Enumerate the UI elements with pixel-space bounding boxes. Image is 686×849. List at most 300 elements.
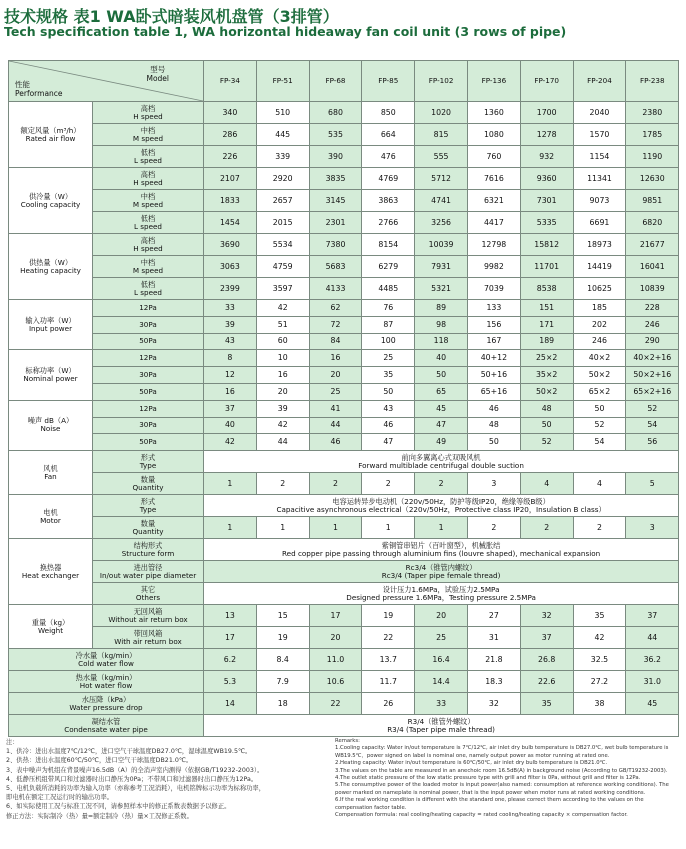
value-cell: 1833 xyxy=(204,190,257,212)
value-cell: 46 xyxy=(309,434,362,451)
value-cell: 10 xyxy=(256,350,309,367)
value-cell: 476 xyxy=(362,146,415,168)
value-cell: 7301 xyxy=(520,190,573,212)
value-cell: 45 xyxy=(626,693,679,715)
motor-type-label-text: 形式 xyxy=(140,496,156,506)
value-cell: 40 xyxy=(204,417,257,434)
rated-air-flow-label-text: 额定风量（m³/h） xyxy=(20,125,81,135)
model-label xyxy=(146,65,169,83)
pressure-label: 12Pa xyxy=(93,350,204,367)
value-cell: 5321 xyxy=(415,278,468,300)
pressure-label: 30Pa xyxy=(93,316,204,333)
speed-label xyxy=(93,278,204,300)
value-cell: 65+16 xyxy=(467,383,520,400)
value-cell: 35 xyxy=(362,367,415,384)
value-cell: 50 xyxy=(415,367,468,384)
value-cell: 13 xyxy=(204,605,257,627)
value-cell: 8 xyxy=(204,350,257,367)
header-row xyxy=(9,61,679,102)
value-cell: 35 xyxy=(520,693,573,715)
value-cell: 37 xyxy=(626,605,679,627)
value-cell: 22 xyxy=(309,693,362,715)
value-cell: 10039 xyxy=(415,234,468,256)
value-cell: 26.8 xyxy=(520,649,573,671)
value-cell: 2 xyxy=(256,473,309,495)
value-cell: 27.2 xyxy=(573,671,626,693)
value-cell: 20 xyxy=(256,383,309,400)
note-line: Remarks: xyxy=(335,738,360,744)
value-cell: 10839 xyxy=(626,278,679,300)
value-cell: 31 xyxy=(467,627,520,649)
value-cell: 156 xyxy=(467,316,520,333)
value-cell: 246 xyxy=(626,316,679,333)
value-cell: 12798 xyxy=(467,234,520,256)
value-cell: 18.3 xyxy=(467,671,520,693)
nominal-power-label-text: 标称功率（W） xyxy=(25,366,76,376)
value-cell: 32.5 xyxy=(573,649,626,671)
value-cell: 22 xyxy=(362,627,415,649)
weight-type-label-text: 无回风箱 xyxy=(133,606,163,616)
cold-water-label-text: Cold water flow xyxy=(78,658,134,668)
weight-type-label-text: With air return box xyxy=(114,636,182,646)
header-corner xyxy=(9,61,204,102)
note-line: 4、低静压机组带风口和过滤器时出口静压为0Pa；不带风口和过滤器时出口静压为12Pa。 xyxy=(6,775,258,783)
fan-label-text: Fan xyxy=(44,471,57,481)
model-header: FP-85 xyxy=(362,61,415,102)
condensate-label-text: Condensate water pipe xyxy=(64,724,148,734)
cold-water-row xyxy=(9,649,679,671)
model-header: FP-102 xyxy=(415,61,468,102)
note-line: 注： xyxy=(6,739,19,746)
weight-row xyxy=(9,627,679,649)
value-cell: 7039 xyxy=(467,278,520,300)
value-cell: 1 xyxy=(362,517,415,539)
value-cell: 7.9 xyxy=(256,671,309,693)
value-cell: 50×2 xyxy=(520,383,573,400)
structure-label xyxy=(93,539,204,561)
input-power-label xyxy=(9,300,93,350)
value-cell: 89 xyxy=(415,300,468,317)
value-cell: 1 xyxy=(204,473,257,495)
value-cell: 35×2 xyxy=(520,367,573,384)
pressure-label: 30Pa xyxy=(93,417,204,434)
value-cell: 50 xyxy=(573,400,626,417)
value-cell: 5683 xyxy=(309,256,362,278)
speed-label xyxy=(93,256,204,278)
value-cell: 535 xyxy=(309,124,362,146)
motor-qty-label xyxy=(93,517,204,539)
speed-label-text: H speed xyxy=(133,177,163,187)
fan-label xyxy=(9,451,93,495)
speed-label xyxy=(93,190,204,212)
pressure-label: 12Pa xyxy=(93,400,204,417)
value-cell: 340 xyxy=(204,102,257,124)
structure-value xyxy=(204,539,679,561)
speed-label-text: M speed xyxy=(132,199,164,209)
value-cell: 4769 xyxy=(362,168,415,190)
value-cell: 390 xyxy=(309,146,362,168)
heating-capacity-label xyxy=(9,234,93,300)
pressure-drop-label xyxy=(9,693,204,715)
pipe-diameter-row xyxy=(9,561,679,583)
pressure-label: 30Pa xyxy=(93,367,204,384)
value-cell: 42 xyxy=(256,417,309,434)
value-cell: 286 xyxy=(204,124,257,146)
motor-type-value xyxy=(204,495,679,517)
condensate-label-text: 凝结水管 xyxy=(91,716,121,726)
value-cell: 36.2 xyxy=(626,649,679,671)
value-cell: 4741 xyxy=(415,190,468,212)
rated-air-flow-label-text: Rated air flow xyxy=(25,133,76,143)
value-cell: 15812 xyxy=(520,234,573,256)
value-cell: 1 xyxy=(256,517,309,539)
value-cell: 12 xyxy=(204,367,257,384)
value-cell: 15 xyxy=(256,605,309,627)
value-cell: 5712 xyxy=(415,168,468,190)
value-cell: 16041 xyxy=(626,256,679,278)
fan-type-row xyxy=(9,451,679,473)
value-cell: 50×2+16 xyxy=(626,367,679,384)
note-line: 5.The consumptive power of the loaded motor is input power(also named: consumption at reference working conditions). The power marked on nameplate is nominal power, that is the input power when motor runs at rated working conditions. xyxy=(335,782,669,796)
speed-label-text: 高档 xyxy=(140,169,156,179)
value-cell: 37 xyxy=(204,400,257,417)
value-cell: 6691 xyxy=(573,212,626,234)
speed-label-text: 高档 xyxy=(140,235,156,245)
speed-label-text: L speed xyxy=(133,287,162,297)
value-cell: 189 xyxy=(520,333,573,350)
value-cell: 38 xyxy=(573,693,626,715)
motor-qty-label-text: Quantity xyxy=(132,526,164,536)
note-line: 2.Heating capacity: Water in/out temperature is 60℃/50℃, air inlet dry bulb temperature is DB21.0℃. xyxy=(335,760,608,767)
motor-qty-label-text: 数量 xyxy=(140,518,156,528)
weight-type-label xyxy=(93,605,204,627)
fan-qty-label-text: 数量 xyxy=(140,474,156,484)
value-cell: 65×2 xyxy=(573,383,626,400)
value-cell: 42 xyxy=(256,300,309,317)
note-line: 3、表中噪声为机组在背景噪声16.5dB（A）的全消声室内测得（依据GB/T19232-2003）。 xyxy=(6,766,264,774)
value-cell: 44 xyxy=(309,417,362,434)
model-header: FP-51 xyxy=(256,61,309,102)
value-cell: 202 xyxy=(573,316,626,333)
value-cell: 5534 xyxy=(256,234,309,256)
value-cell: 1154 xyxy=(573,146,626,168)
value-cell: 4 xyxy=(573,473,626,495)
value-cell: 2657 xyxy=(256,190,309,212)
value-cell: 151 xyxy=(520,300,573,317)
motor-type-label-text: Type xyxy=(139,504,157,514)
value-cell: 9073 xyxy=(573,190,626,212)
value-cell: 7616 xyxy=(467,168,520,190)
value-cell: 1 xyxy=(204,517,257,539)
speed-label-text: 低档 xyxy=(140,279,156,289)
performance-label xyxy=(15,80,63,98)
value-cell: 118 xyxy=(415,333,468,350)
value-cell: 9360 xyxy=(520,168,573,190)
value-cell: 2380 xyxy=(626,102,679,124)
others-label xyxy=(93,583,204,605)
nominal-power-label-text: Nominal power xyxy=(23,374,78,384)
noise-label-text: Noise xyxy=(40,424,61,434)
value-cell: 11.0 xyxy=(309,649,362,671)
note-line: 6、如实际使用工况与标准工况不同，请参照样本中的修正系数表数据予以修正。 xyxy=(6,803,231,811)
value-cell: 60 xyxy=(256,333,309,350)
noise-row xyxy=(9,417,679,434)
model-header: FP-68 xyxy=(309,61,362,102)
motor-label xyxy=(9,495,93,539)
cooling-capacity-row xyxy=(9,190,679,212)
value-cell: 40 xyxy=(415,350,468,367)
value-cell: 17 xyxy=(204,627,257,649)
performance-label-cn: 性能 xyxy=(15,80,30,89)
value-cell: 4133 xyxy=(309,278,362,300)
nominal-power-row xyxy=(9,350,679,367)
heating-capacity-row xyxy=(9,234,679,256)
value-cell: 3597 xyxy=(256,278,309,300)
value-cell: 21.8 xyxy=(467,649,520,671)
value-cell: 14.4 xyxy=(415,671,468,693)
speed-label-text: 中档 xyxy=(140,125,156,135)
rated-air-flow-label xyxy=(9,102,93,168)
fan-qty-label-text: Quantity xyxy=(132,482,164,492)
value-cell: 19 xyxy=(256,627,309,649)
value-cell: 32 xyxy=(520,605,573,627)
value-cell: 25 xyxy=(362,350,415,367)
rated-air-flow-row xyxy=(9,102,679,124)
value-cell: 11.7 xyxy=(362,671,415,693)
value-cell: 8154 xyxy=(362,234,415,256)
value-cell: 20 xyxy=(415,605,468,627)
value-cell: 3063 xyxy=(204,256,257,278)
value-cell: 50+16 xyxy=(467,367,520,384)
input-power-label-text: 输入功率（W） xyxy=(25,315,76,325)
note-line: 3.The values on the table are measured in an anechoic room 16.5dB(A) in background noise (According to GB/T19232-2003). xyxy=(335,767,668,774)
value-cell: 50 xyxy=(520,417,573,434)
value-cell: 4485 xyxy=(362,278,415,300)
value-cell: 4759 xyxy=(256,256,309,278)
others-value-text: Designed pressure 1.6MPa，Testing pressure 2.5MPa xyxy=(346,592,536,602)
fan-qty-label xyxy=(93,473,204,495)
value-cell: 2920 xyxy=(256,168,309,190)
value-cell: 760 xyxy=(467,146,520,168)
cold-water-label xyxy=(9,649,204,671)
pressure-drop-row xyxy=(9,693,679,715)
structure-label-text: 结构形式 xyxy=(133,540,163,550)
hot-water-row xyxy=(9,671,679,693)
value-cell: 40+12 xyxy=(467,350,520,367)
value-cell: 42 xyxy=(573,627,626,649)
value-cell: 16 xyxy=(309,350,362,367)
value-cell: 10625 xyxy=(573,278,626,300)
value-cell: 5 xyxy=(626,473,679,495)
value-cell: 18 xyxy=(256,693,309,715)
hot-water-label-text: 热水量（kg/min） xyxy=(75,672,137,682)
value-cell: 11341 xyxy=(573,168,626,190)
value-cell: 1080 xyxy=(467,124,520,146)
value-cell: 850 xyxy=(362,102,415,124)
value-cell: 72 xyxy=(309,316,362,333)
cooling-capacity-label xyxy=(9,168,93,234)
condensate-row xyxy=(9,715,679,737)
value-cell: 47 xyxy=(415,417,468,434)
value-cell: 339 xyxy=(256,146,309,168)
value-cell: 133 xyxy=(467,300,520,317)
speed-label-text: H speed xyxy=(133,111,163,121)
value-cell: 1785 xyxy=(626,124,679,146)
speed-label-text: M speed xyxy=(132,133,164,143)
value-cell: 3863 xyxy=(362,190,415,212)
model-header: FP-34 xyxy=(204,61,257,102)
value-cell: 87 xyxy=(362,316,415,333)
value-cell: 35 xyxy=(573,605,626,627)
speed-label xyxy=(93,102,204,124)
value-cell: 42 xyxy=(204,434,257,451)
value-cell: 21677 xyxy=(626,234,679,256)
value-cell: 16 xyxy=(204,383,257,400)
motor-label-text: Motor xyxy=(40,515,61,525)
value-cell: 65×2+16 xyxy=(626,383,679,400)
value-cell: 44 xyxy=(626,627,679,649)
value-cell: 84 xyxy=(309,333,362,350)
value-cell: 226 xyxy=(204,146,257,168)
value-cell: 50 xyxy=(362,383,415,400)
value-cell: 25 xyxy=(309,383,362,400)
value-cell: 185 xyxy=(573,300,626,317)
value-cell: 41 xyxy=(309,400,362,417)
hot-water-label-text: Hot water flow xyxy=(79,680,133,690)
pipe-diameter-value-text: Rc3/4 (Taper pipe female thread) xyxy=(381,570,501,580)
pipe-diameter-label-text: In/out water pipe diameter xyxy=(99,570,197,580)
value-cell: 3 xyxy=(626,517,679,539)
value-cell: 39 xyxy=(256,400,309,417)
value-cell: 98 xyxy=(415,316,468,333)
value-cell: 45 xyxy=(415,400,468,417)
model-header: FP-238 xyxy=(626,61,679,102)
noise-row xyxy=(9,400,679,417)
cooling-capacity-row xyxy=(9,212,679,234)
hot-water-label xyxy=(9,671,204,693)
model-header: FP-204 xyxy=(573,61,626,102)
value-cell: 44 xyxy=(256,434,309,451)
page-subtitle: Tech specification table 1, WA horizontal hideaway fan coil unit (3 rows of pipe) xyxy=(4,24,567,39)
value-cell: 2015 xyxy=(256,212,309,234)
pipe-diameter-value-text: Rc3/4（锥管内螺纹） xyxy=(405,562,477,572)
structure-row xyxy=(9,539,679,561)
pressure-label: 50Pa xyxy=(93,383,204,400)
value-cell: 3690 xyxy=(204,234,257,256)
value-cell: 3256 xyxy=(415,212,468,234)
heating-capacity-row xyxy=(9,256,679,278)
value-cell: 40×2+16 xyxy=(626,350,679,367)
value-cell: 40×2 xyxy=(573,350,626,367)
value-cell: 52 xyxy=(626,400,679,417)
value-cell: 11701 xyxy=(520,256,573,278)
speed-label xyxy=(93,234,204,256)
note-line: 修正方法：实际制冷（热）量=额定制冷（热）量×工况修正系数。 xyxy=(6,812,193,820)
speed-label-text: H speed xyxy=(133,243,163,253)
value-cell: 171 xyxy=(520,316,573,333)
spec-table xyxy=(8,60,679,737)
value-cell: 228 xyxy=(626,300,679,317)
weight-type-label-text: 带回风箱 xyxy=(133,628,163,638)
rated-air-flow-row xyxy=(9,146,679,168)
performance-label-en: Performance xyxy=(15,89,63,98)
value-cell: 25×2 xyxy=(520,350,573,367)
value-cell: 62 xyxy=(309,300,362,317)
value-cell: 1454 xyxy=(204,212,257,234)
value-cell: 1020 xyxy=(415,102,468,124)
speed-label-text: 低档 xyxy=(140,213,156,223)
value-cell: 39 xyxy=(204,316,257,333)
value-cell: 48 xyxy=(467,417,520,434)
value-cell: 2 xyxy=(415,473,468,495)
value-cell: 2 xyxy=(362,473,415,495)
value-cell: 1700 xyxy=(520,102,573,124)
value-cell: 65 xyxy=(415,383,468,400)
noise-label xyxy=(9,400,93,450)
speed-label-text: L speed xyxy=(133,221,162,231)
note-line: 1、供冷：进出水温度7℃/12℃，进口空气干球温度DB27.0℃，湿球温度WB19.5℃。 xyxy=(6,748,252,756)
value-cell: 54 xyxy=(626,417,679,434)
speed-label-text: L speed xyxy=(133,155,162,165)
value-cell: 8538 xyxy=(520,278,573,300)
value-cell: 1360 xyxy=(467,102,520,124)
value-cell: 10.6 xyxy=(309,671,362,693)
value-cell: 680 xyxy=(309,102,362,124)
fan-type-label-text: 形式 xyxy=(140,452,156,462)
condensate-label xyxy=(9,715,204,737)
value-cell: 50×2 xyxy=(573,367,626,384)
fan-type-value-text: 前向多翼离心式双吸风机 xyxy=(401,452,481,462)
input-power-row xyxy=(9,316,679,333)
value-cell: 3835 xyxy=(309,168,362,190)
rated-air-flow-row xyxy=(9,124,679,146)
speed-label xyxy=(93,212,204,234)
weight-type-label xyxy=(93,627,204,649)
weight-label-text: Weight xyxy=(37,625,64,635)
value-cell: 51 xyxy=(256,316,309,333)
fan-qty-row xyxy=(9,473,679,495)
value-cell: 17 xyxy=(309,605,362,627)
structure-value-text: 紫铜管串铝片（百叶窗型），机械胀结 xyxy=(381,540,501,550)
value-cell: 14419 xyxy=(573,256,626,278)
speed-label-text: 高档 xyxy=(140,103,156,113)
condensate-value-text: R3/4（锥管外螺纹） xyxy=(407,716,475,726)
heating-capacity-row xyxy=(9,278,679,300)
value-cell: 16.4 xyxy=(415,649,468,671)
value-cell: 9982 xyxy=(467,256,520,278)
value-cell: 2301 xyxy=(309,212,362,234)
value-cell: 2040 xyxy=(573,102,626,124)
value-cell: 32 xyxy=(467,693,520,715)
value-cell: 31.0 xyxy=(626,671,679,693)
pipe-diameter-value xyxy=(204,561,679,583)
others-row xyxy=(9,583,679,605)
value-cell: 6.2 xyxy=(204,649,257,671)
value-cell: 815 xyxy=(415,124,468,146)
value-cell: 54 xyxy=(573,434,626,451)
value-cell: 52 xyxy=(573,417,626,434)
structure-value-text: Red copper pipe passing through aluminium fins (louvre shaped), mechanical expansion xyxy=(282,548,601,558)
value-cell: 18973 xyxy=(573,234,626,256)
value-cell: 43 xyxy=(362,400,415,417)
heat-exchanger-label xyxy=(9,539,93,605)
note-line: 即电机在额定工况运行时的输出功率。 xyxy=(6,794,114,802)
value-cell: 25 xyxy=(415,627,468,649)
weight-row xyxy=(9,605,679,627)
value-cell: 445 xyxy=(256,124,309,146)
others-label-text: 其它 xyxy=(140,584,156,594)
value-cell: 7380 xyxy=(309,234,362,256)
